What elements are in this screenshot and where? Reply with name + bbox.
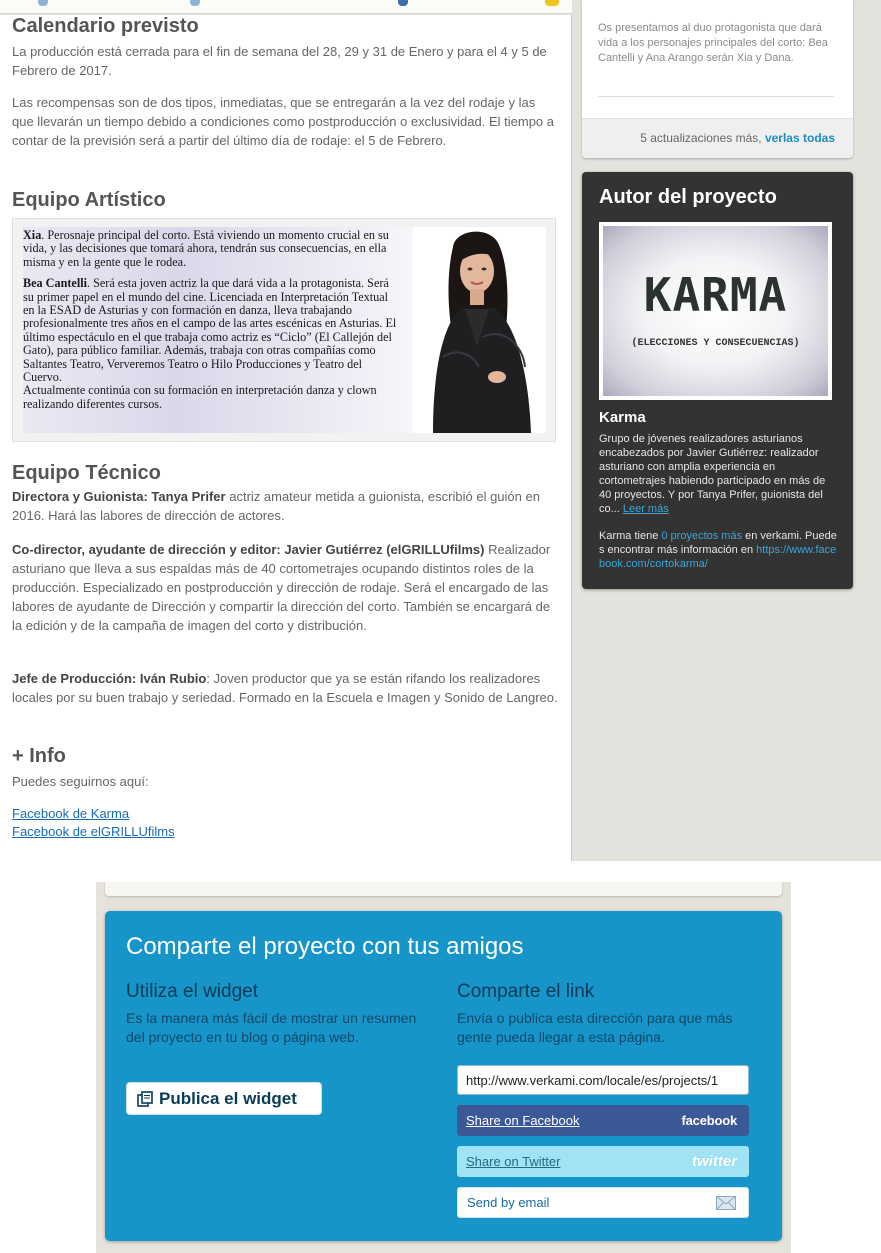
- cast-text: [23, 227, 398, 419]
- toolbar-icon: [38, 0, 48, 6]
- cast-image: [23, 227, 546, 433]
- widget-icon: [137, 1091, 153, 1107]
- facebook-elgrillufilms-link[interactable]: Facebook de elGRILLUfilms: [12, 824, 175, 839]
- crew-role: Directora y Guionista: Tanya Prifer: [12, 489, 226, 504]
- section-title-calendario: Calendario previsto: [12, 15, 199, 37]
- send-email-label: Send by email: [467, 1195, 550, 1210]
- crew-description: Realizador asturiano que lleva a sus espaldas más de 40 cortometrajes ocupando distintos roles de la producción. Especializado en postproducción y dirección de rodaje. Será el encargado de las labores de ayudante de Dirección y compartir la dirección del corto. También se encargará de la edición y de la campaña de imagen del corto y distribución.: [12, 542, 551, 633]
- updates-count: 5 actualizaciones más,: [640, 131, 765, 145]
- more-info-text: en verkami. Puedes encontrar más información en: [599, 530, 837, 556]
- author-name: Karma: [599, 409, 646, 426]
- share-box: [105, 911, 782, 1241]
- karma-logo-word: KARMA: [643, 268, 788, 322]
- bea-name: Bea Cantelli: [23, 276, 87, 291]
- toolbar-icon: [545, 0, 559, 6]
- share-title: Comparte el proyecto con tus amigos: [126, 933, 524, 960]
- updates-box: [582, 0, 853, 158]
- calendario-paragraph: Las recompensas son de dos tipos, inmediatas, que se entregarán a la vez del rodaje y las que llevarán un tiempo debido a condiciones como postproducción o exclusividad. El tiempo a contar de la previsión será a partir del último día de rodaje: el 5 de Febrero.: [12, 95, 554, 148]
- section-title-artistico: Equipo Artístico: [12, 189, 166, 211]
- bea-description: . Será esta joven actriz la que dará vida a la protagonista. Será su primer papel en el mundo del cine. Licenciada en Interpretación Textual en la ESAD de Asturias y con formación en danza, lleva trabajando profesionalmente tres años en el campo de las artes escénicas en Asturias. El último espectáculo en el que trabaja como actriz es “Ciclo” (El Callejón del Gato), para público familiar. Además, trabaja con otras compañías como Saltantes Teatro, Ververemos Teatro o Hilo Producciones y Teatro del Cuervo.: [23, 276, 397, 385]
- karma-logo-subtitle: (ELECCIONES Y CONSECUENCIAS): [631, 338, 800, 349]
- crew-role: Co-director, ayudante de dirección y editor: Javier Gutiérrez (elGRILLUfilms): [12, 542, 485, 557]
- widget-description: Es la manera más fácil de mostrar un resumen del proyecto en tu blog o página web.: [126, 1010, 417, 1045]
- author-facebook-link[interactable]: https://www.facebook.com/cortokarma/: [599, 544, 837, 570]
- twitter-logo-icon: twitter: [692, 1153, 737, 1170]
- mail-icon: [716, 1196, 736, 1210]
- toolbar-icon: [190, 0, 200, 6]
- updates-footer: [582, 118, 853, 158]
- read-more-link[interactable]: Leer más: [622, 503, 669, 515]
- more-info-text: Karma tiene: [599, 530, 662, 542]
- author-box-title: Autor del proyecto: [599, 186, 777, 208]
- project-link-input[interactable]: [457, 1065, 749, 1095]
- update-summary: Os presentamos al duo protagonista que dará vida a los personajes principales del corto: Bea Cantelli y Ana Arango serán Xia y Dana.: [598, 22, 828, 64]
- facebook-logo-icon: facebook: [681, 1113, 737, 1128]
- view-all-updates-link[interactable]: verlas todas: [764, 131, 835, 145]
- crew-description: actriz amateur metida a guionista, escribió el guión en 2016. Hará las labores de dirección de actores.: [12, 489, 540, 523]
- crew-paragraph: [12, 487, 560, 525]
- share-section: [96, 882, 791, 1253]
- share-facebook-button[interactable]: [457, 1105, 749, 1136]
- share-twitter-button[interactable]: [457, 1146, 749, 1177]
- xia-description: . Perosnaje principal del corto. Está viviendo un momento crucial en su vida, y las decisiones que tomará ahora, tendrán sus consecuencias, en ella misma y en la gente que le rodea.: [23, 228, 389, 269]
- bea-paragraph-2: Actualmente continúa con su formación en interpretación danza y clown realizando diferentes cursos.: [23, 383, 377, 411]
- send-email-button[interactable]: [457, 1187, 749, 1218]
- crew-role: Jefe de Producción: Iván Rubio: [12, 671, 207, 686]
- publish-widget-label: Publica el widget: [159, 1088, 297, 1108]
- crew-paragraph: [12, 540, 560, 635]
- link-title: Comparte el link: [457, 981, 595, 1002]
- toolbar-icon: [398, 0, 408, 6]
- publish-widget-button[interactable]: [126, 1082, 322, 1115]
- author-box: [582, 172, 853, 589]
- author-description-text: Grupo de jóvenes realizadores asturianos encabezados por Javier Gutiérrez: realizador asturiano con amplia experiencia en cortometrajes habiendo participado en más de 40 proyectos. Y por Tanya Prifer, guionista del co...: [599, 433, 826, 515]
- author-more-info: [599, 529, 839, 571]
- widget-title: Utiliza el widget: [126, 981, 258, 1002]
- share-twitter-label: Share on Twitter: [466, 1154, 561, 1169]
- cast-image-card: [12, 218, 556, 442]
- section-title-tecnico: Equipo Técnico: [12, 462, 161, 484]
- karma-logo: [603, 226, 828, 396]
- link-description: Envía o publica esta dirección para que más gente pueda llegar a esta página.: [457, 1010, 733, 1045]
- section-title-info: + Info: [12, 745, 66, 767]
- facebook-karma-link[interactable]: Facebook de Karma: [12, 806, 130, 821]
- crew-description: : Joven productor que ya se están rifando los realizadores locales por su buen trabajo y seriedad. Formado en la Escuela e Imagen y Sonido de Langreo.: [12, 671, 558, 705]
- info-text: Puedes seguirnos aquí:: [12, 774, 149, 789]
- cropped-toolbar: [0, 0, 572, 14]
- author-description: [599, 432, 839, 516]
- bea-paragraph: [23, 277, 398, 384]
- actress-photo: [413, 227, 546, 433]
- more-projects-link[interactable]: 0 proyectos más: [661, 530, 743, 542]
- calendario-paragraph: La producción está cerrada para el fin de semana del 28, 29 y 31 de Enero y para el 4 y 5 de Febrero de 2017.: [12, 44, 547, 78]
- xia-name: Xia: [23, 228, 42, 242]
- divider: [598, 96, 834, 97]
- panel-edge: [105, 882, 782, 896]
- author-logo-image[interactable]: [599, 222, 832, 400]
- crew-paragraph: [12, 669, 560, 707]
- share-facebook-label: Share on Facebook: [466, 1113, 580, 1128]
- xia-paragraph: [23, 229, 398, 269]
